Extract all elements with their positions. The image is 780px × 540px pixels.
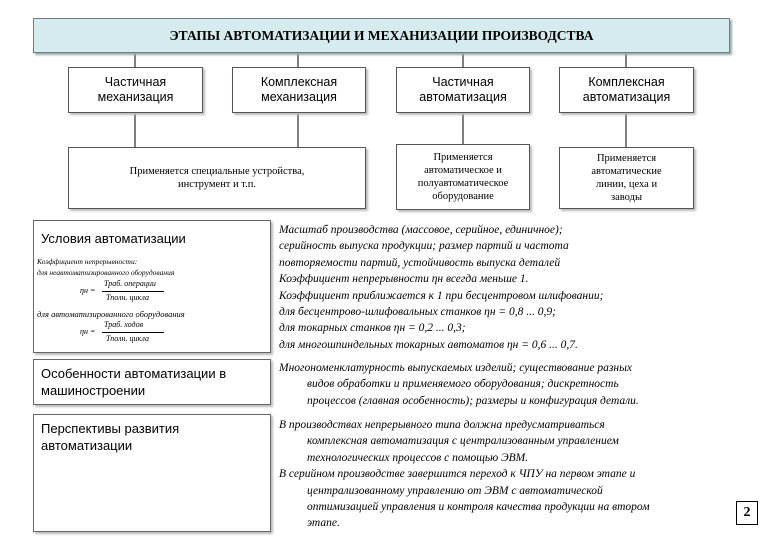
application-mechanization: Применяется специальные устройства, инструмент и т.п.	[68, 147, 366, 209]
formula2-denominator: Тполн. цикла	[106, 334, 150, 343]
application-partial-automation: Применяется автоматическое и полуавтоматическое оборудование	[396, 144, 530, 210]
coef-nonauto-label: для неавтоматизированного оборудования	[37, 268, 175, 277]
features-line: процессов (главная особенность); размеры и конфигурация детали.	[307, 394, 639, 407]
prospects-panel	[33, 414, 271, 532]
prospects-text	[279, 417, 723, 532]
features-text	[279, 360, 723, 409]
formula2-numerator: Траб. ходов	[104, 320, 144, 329]
conditions-line: Коэффициент приближается к 1 при бесцентровом шлифовании;	[279, 289, 604, 302]
conditions-line: серийность выпуска продукции; размер партий и частота	[279, 240, 569, 253]
conditions-line: Коэффициент непрерывности ηн всегда меньше 1.	[279, 273, 529, 286]
formula1-symbol: ηн =	[80, 286, 96, 295]
prospects-line: В производствах непрерывного типа должна предусматриваться	[279, 419, 605, 431]
coef-auto-label: для автоматизированного оборудования	[37, 309, 185, 319]
page-number: 2	[736, 501, 758, 525]
conditions-line: для бесцентрово-шлифовальных станков ηн = 0,8 ... 0,9;	[279, 306, 556, 319]
conditions-heading: Условия автоматизации	[41, 231, 186, 246]
conditions-line: Масштаб производства (массовое, серийное, единичное);	[279, 224, 563, 236]
formula2-symbol: ηн =	[80, 327, 96, 336]
application-complex-automation: Применяется автоматические линии, цеха и заводы	[559, 147, 694, 209]
features-panel	[33, 359, 271, 405]
conditions-text	[279, 222, 723, 353]
formula1-denominator: Тполн. цикла	[106, 293, 150, 302]
prospects-line: этапе.	[307, 517, 340, 530]
conditions-line: для многошпиндельных токарных автоматов ηн = 0,6 ... 0,7.	[279, 338, 578, 351]
conditions-line: повторяемости партий, устойчивость выпуска деталей	[279, 256, 561, 269]
prospects-line: комплексная автоматизация с централизованным управлением	[307, 435, 619, 448]
coef-title: Коэффициент непрерывности:	[37, 257, 138, 266]
prospects-line: В серийном производстве завершится переход к ЧПУ на первом этапе и	[279, 468, 636, 481]
features-line: видов обработки и применяемого оборудования; дискретность	[307, 378, 619, 391]
diagram-title: ЭТАПЫ АВТОМАТИЗАЦИИ И МЕХАНИЗАЦИИ ПРОИЗВОДСТВА	[33, 18, 730, 53]
conditions-panel	[33, 220, 271, 353]
conditions-line: для токарных станков ηн = 0,2 ... 0,3;	[279, 322, 466, 335]
prospects-line: централизованному управлению от ЭВМ с автоматической	[307, 484, 603, 497]
prospects-heading: Перспективы развития автоматизации	[41, 421, 180, 453]
prospects-line: оптимизацией управления и контроля качества продукции на втором	[307, 501, 650, 514]
stage-partial-automation: Частичная автоматизация	[396, 67, 530, 113]
stage-complex-automation: Комплексная автоматизация	[559, 67, 694, 113]
features-line: Многономенклатурность выпускаемых изделий; существование разных	[279, 362, 632, 374]
stage-partial-mechanization: Частичная механизация	[68, 67, 203, 113]
prospects-line: технологических процессов с помощью ЭВМ.	[307, 451, 529, 464]
stage-complex-mechanization: Комплексная механизация	[232, 67, 366, 113]
formula1-numerator: Траб. операции	[104, 279, 156, 288]
features-heading: Особенности автоматизации в машиностроении	[41, 366, 227, 398]
